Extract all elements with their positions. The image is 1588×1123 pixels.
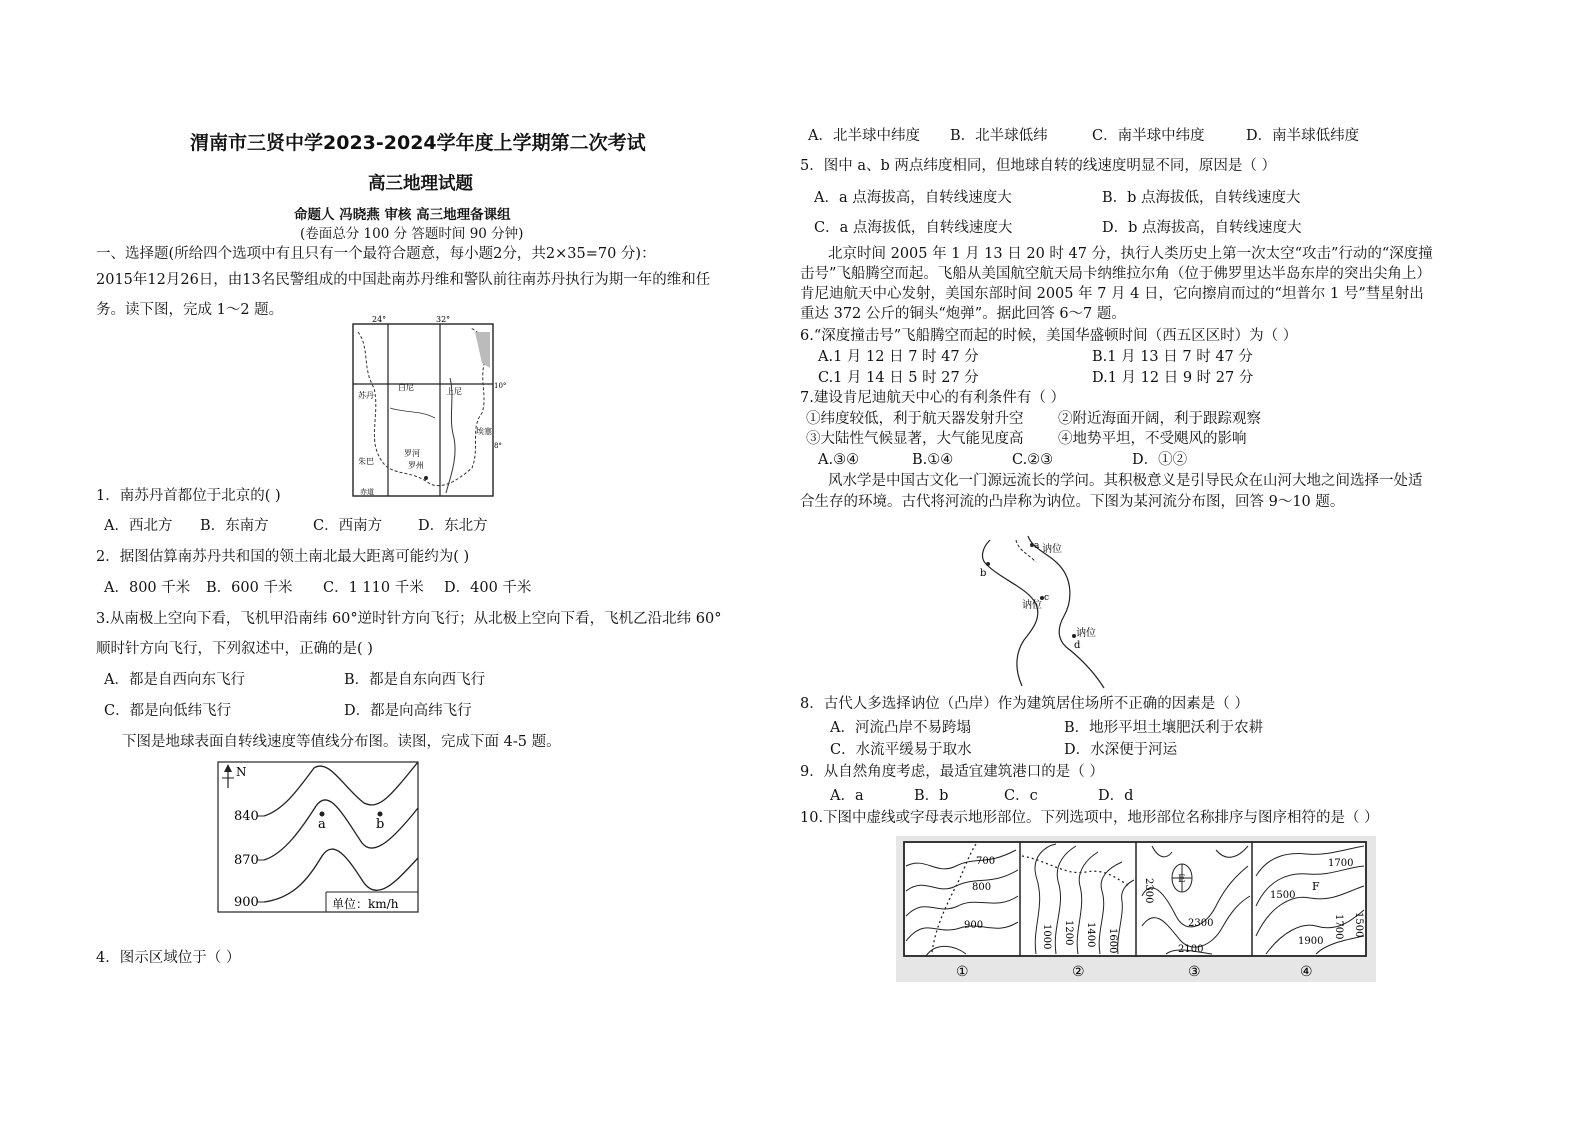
section-heading: 一、选择题(所给四个选项中有且只有一个最符合题意，每小题2分，共2×35=70 分)： [96, 246, 656, 262]
q5-option-c[interactable]: C．a 点海拔低，自转线速度大 [814, 220, 1013, 236]
contour-figure [896, 836, 1376, 982]
q2-option-d[interactable]: D．400 千米 [444, 580, 532, 596]
q6-option-a[interactable]: A.1 月 12 日 7 时 47 分 [818, 349, 979, 365]
intro1-line1: 2015年12月26日，由13名民警组成的中国赴南苏丹维和警队前往南苏丹执行为期一年的维和任 [96, 272, 711, 288]
c1-900: 900 [964, 920, 984, 931]
map1-capital: 朱巴 [358, 457, 374, 466]
c3-E: E [1178, 874, 1186, 885]
q8-stem: 8．古代人多选择讷位（凸岸）作为建筑居住场所不正确的因素是（ ） [800, 696, 1249, 712]
river-figure [976, 532, 1116, 690]
river-navi-1: 讷位 [1042, 544, 1062, 555]
q2-option-a[interactable]: A．800 千米 [104, 580, 191, 596]
q9-option-d[interactable]: D．d [1098, 788, 1134, 804]
q8-option-c[interactable]: C．水流平缓易于取水 [830, 742, 972, 758]
passage67-line2: 击号”飞船腾空而起。飞船从美国航空航天局卡纳维拉尔角（位于佛罗里达半岛东岸的突出尖角上） [800, 266, 1431, 282]
q1-option-c[interactable]: C．西南方 [313, 518, 383, 534]
q5-stem: 5．图中 a、b 两点纬度相同，但地球自转的线速度明显不同，原因是（ ） [800, 158, 1276, 174]
point-a: a [318, 817, 326, 832]
q9-option-b[interactable]: B．b [914, 788, 949, 804]
q6-option-d[interactable]: D.1 月 12 日 9 时 27 分 [1092, 370, 1254, 386]
river-label-a: a [1034, 541, 1040, 551]
q4-option-d[interactable]: D．南半球低纬度 [1246, 128, 1360, 144]
isoline-870: 870 [234, 853, 259, 868]
passage67-line1: 北京时间 2005 年 1 月 13 日 20 时 47 分，执行人类历史上第一次太空“攻击”行动的“深度撞 [828, 246, 1433, 262]
q4-option-a[interactable]: A．北半球中纬度 [808, 128, 920, 144]
passage67-line4: 重达 372 公斤的铜头“炮弹”。据此回答 6～7 题。 [800, 306, 1126, 322]
river-label-b: b [980, 568, 987, 579]
map1-province1: 上尼 [446, 387, 462, 396]
c2-1600: 1600 [1107, 928, 1118, 954]
q3-stem-line1: 3.从南极上空向下看，飞机甲沿南纬 60°逆时针方向飞行；从北极上空向下看，飞机乙沿北纬 60° [96, 611, 722, 627]
north-label: N [236, 765, 247, 779]
map1-lat1: 10° [494, 382, 507, 390]
q7-item-1: ①纬度较低，利于航天器发射升空 [806, 411, 1024, 427]
q5-option-b[interactable]: B．b 点海拔低，自转线速度大 [1102, 190, 1301, 206]
q3-option-d[interactable]: D．都是向高纬飞行 [344, 703, 472, 719]
q3-option-a[interactable]: A．都是自西向东飞行 [104, 672, 245, 688]
q3-stem-line2: 顺时针方向飞行，下列叙述中，正确的是( ) [96, 641, 373, 657]
panel-label-2: ② [1072, 964, 1085, 980]
q8-option-d[interactable]: D．水深便于河运 [1064, 742, 1178, 758]
passage810-line2: 合生存的环境。古代将河流的凸岸称为讷位。下图为某河流分布图，回答 9～10 题。 [800, 494, 1345, 510]
c1-700: 700 [976, 856, 996, 867]
q8-option-a[interactable]: A．河流凸岸不易跨塌 [830, 720, 971, 736]
q6-option-c[interactable]: C.1 月 14 日 5 时 27 分 [818, 370, 979, 386]
q7-item-2: ②附近海面开阔，利于跟踪观察 [1058, 411, 1261, 427]
q7-option-d[interactable]: D．①② [1132, 452, 1188, 468]
q2-option-c[interactable]: C．1 110 千米 [323, 580, 424, 596]
map1-province2: 罗州 [408, 461, 424, 470]
q3-option-c[interactable]: C．都是向低纬飞行 [104, 703, 232, 719]
q7-stem: 7.建设肯尼迪航天中心的有利条件有（ ） [800, 390, 1065, 406]
q7-option-c[interactable]: C.②③ [1012, 452, 1054, 468]
exam-authors: 命题人 冯晓燕 审核 高三地理备课组 [294, 207, 511, 223]
q10-stem: 10.下图中虚线或字母表示地形部位。下列选项中，地形部位名称排序与图序相符的是（ ） [800, 810, 1379, 826]
isoline-900: 900 [234, 895, 259, 910]
map1-country2: 埃塞 [476, 427, 492, 436]
q4-option-c[interactable]: C．南半球中纬度 [1092, 128, 1205, 144]
exam-subtitle: 高三地理试题 [368, 174, 473, 194]
q7-option-a[interactable]: A.③④ [818, 452, 860, 468]
c1-800: 800 [972, 882, 992, 893]
c2-1200: 1200 [1063, 920, 1074, 946]
q4-stem: 4．图示区域位于（ ） [96, 950, 241, 966]
intro1-line2: 务。读下图，完成 1～2 题。 [96, 302, 284, 318]
river-label-c: c [1044, 593, 1050, 603]
panel-label-4: ④ [1300, 964, 1313, 980]
q5-option-d[interactable]: D．b 点海拔高，自转线速度大 [1102, 220, 1302, 236]
q7-option-b[interactable]: B.①④ [912, 452, 954, 468]
river-label-d: d [1074, 640, 1081, 651]
south-sudan-map [350, 315, 507, 500]
map1-bottom: 赤道 [360, 488, 374, 496]
unit-label: 单位：km/h [332, 897, 399, 911]
exam-title: 渭南市三贤中学2023-2024学年度上学期第二次考试 [190, 132, 646, 154]
q6-option-b[interactable]: B.1 月 13 日 7 时 47 分 [1092, 349, 1253, 365]
exam-info: (卷面总分 100 分 答题时间 90 分钟) [300, 226, 524, 242]
point-b: b [376, 817, 385, 832]
river-navi-3: 讷位 [1076, 628, 1096, 639]
c4-1500a: 1500 [1270, 890, 1296, 901]
panel-label-3: ③ [1188, 964, 1201, 980]
intro45: 下图是地球表面自转线速度等值线分布图。读图，完成下面 4-5 题。 [122, 734, 561, 750]
q5-option-a[interactable]: A．a 点海拔高，自转线速度大 [814, 190, 1012, 206]
passage810-line1: 风水学是中国古文化一门源远流长的学问。其积极意义是引导民众在山河大地之间选择一处适 [828, 473, 1423, 489]
q1-stem: 1．南苏丹首都位于北京的( ) [96, 488, 281, 504]
c4-1900: 1900 [1298, 936, 1324, 947]
q6-stem: 6.“深度撞击号”飞船腾空而起的时候，美国华盛顿时间（西五区区时）为（ ） [800, 328, 1298, 344]
map1-lon1: 24° [372, 315, 387, 324]
q4-option-b[interactable]: B．北半球低纬 [950, 128, 1048, 144]
q2-stem: 2．据图估算南苏丹共和国的领土南北最大距离可能约为( ) [96, 549, 470, 565]
q7-item-3: ③大陆性气候显著，大气能见度高 [806, 431, 1024, 447]
panel-label-1: ① [956, 964, 969, 980]
c3-2300b: 2300 [1188, 918, 1214, 929]
q7-item-4: ④地势平坦，不受飓风的影响 [1058, 431, 1247, 447]
q1-option-a[interactable]: A．西北方 [104, 518, 173, 534]
map1-river1: 白尼 [398, 383, 414, 392]
river-navi-2: 讷位 [1022, 600, 1042, 611]
q9-stem: 9．从自然角度考虑，最适宜建筑港口的是（ ） [800, 764, 1104, 780]
c4-1700b: 1700 [1333, 914, 1344, 940]
q9-option-a[interactable]: A．a [830, 788, 864, 804]
q1-option-b[interactable]: B．东南方 [200, 518, 269, 534]
map1-country1: 苏丹 [358, 391, 374, 400]
velocity-isoline-figure [214, 758, 422, 916]
isoline-840: 840 [234, 809, 259, 824]
c3-2300a: 2300 [1143, 878, 1154, 904]
q3-option-b[interactable]: B．都是自东向西飞行 [344, 672, 486, 688]
c4-1500b: 1500 [1353, 912, 1364, 938]
c4-F: F [1312, 880, 1320, 893]
map1-river2: 罗河 [404, 449, 420, 458]
map1-lat2: 8° [494, 442, 502, 450]
c4-1700a: 1700 [1328, 858, 1354, 869]
q9-option-c[interactable]: C．c [1004, 788, 1038, 804]
c2-1000: 1000 [1041, 924, 1052, 950]
q2-option-b[interactable]: B．600 千米 [206, 580, 293, 596]
map1-lon2: 32° [436, 315, 451, 324]
q1-option-d[interactable]: D．东北方 [418, 518, 488, 534]
c3-2100: 2100 [1178, 944, 1204, 955]
passage67-line3: 肯尼迪航天中心发射，美国东部时间 2005 年 7 月 4 日，它向擦肩而过的“坦普尔 1 号”彗星射出 [800, 286, 1424, 302]
q8-option-b[interactable]: B．地形平坦土壤肥沃利于农耕 [1064, 720, 1264, 736]
c2-1400: 1400 [1085, 922, 1096, 948]
